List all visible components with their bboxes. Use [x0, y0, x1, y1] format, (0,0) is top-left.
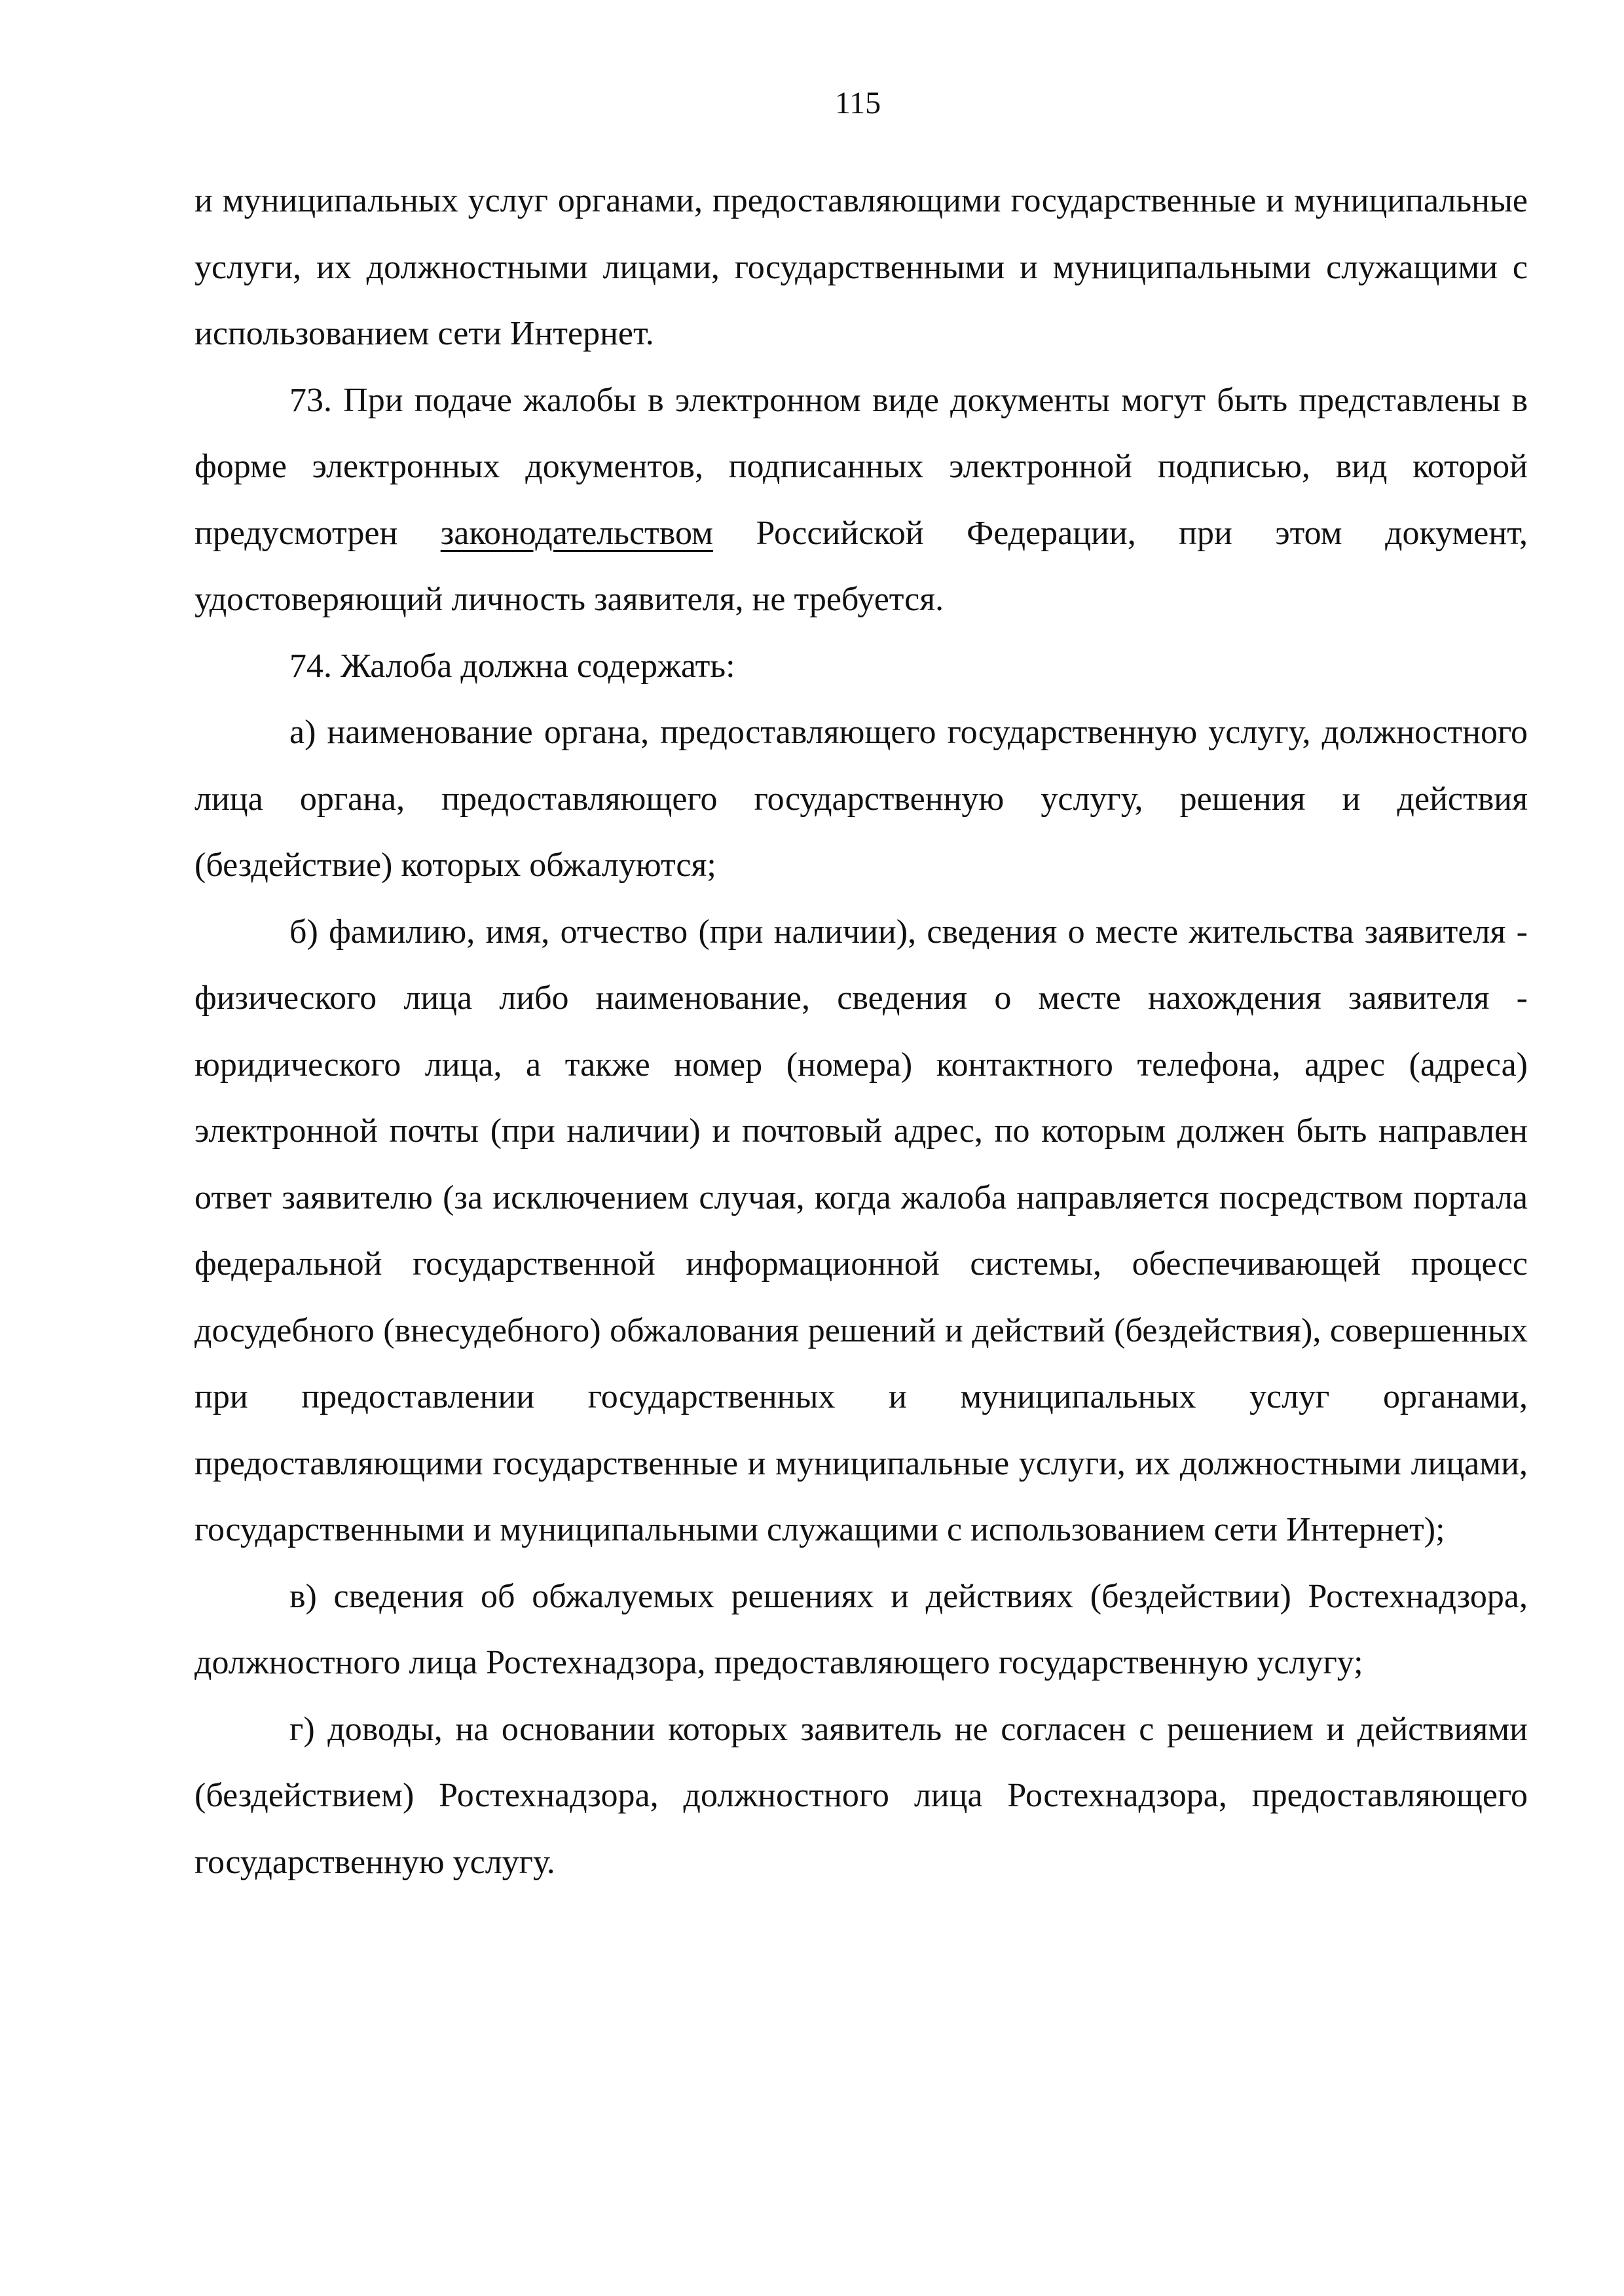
legislation-link[interactable]: законодательством	[440, 514, 713, 552]
paragraph-73-text-start: 73. При подаче жалобы в электронном виде документы могут быть представлены в форме электронных документов, подписанных электронной подписью, вид которой предусмотрен	[194, 381, 1528, 552]
list-item-v: в) сведения об обжалуемых решениях и действиях (бездействии) Ростехнадзора, должностного лица Ростехнадзора, предоставляющего государственную услугу;	[194, 1577, 1528, 1681]
page-number: 115	[834, 86, 881, 120]
list-item-b: б) фамилию, имя, отчество (при наличии), сведения о месте жительства заявителя - физического лица либо наименование, сведения о месте нахождения заявителя - юридического лица, а также номер (номера) контактного телефона, адрес (адреса) электронной почты (при наличии) и почтовый адрес, по которым должен быть направлен ответ заявителю (за исключением случая, когда жалоба направляется посредством портала федеральной государственной информационной системы, обеспечивающей процесс досудебного (внесудебного) обжалования решений и действий (бездействия), совершенных при предоставлении государственных и муниципальных услуг органами, предоставляющими государственные и муниципальные услуги, их должностными лицами, государственными и муниципальными служащими с использованием сети Интернет);	[194, 913, 1528, 1548]
list-item-a: а) наименование органа, предоставляющего государственную услугу, должностного лица органа, предоставляющего государственную услугу, решения и действия (бездействие) которых обжалуются;	[194, 714, 1528, 884]
list-item-g: г) доводы, на основании которых заявитель не согласен с решением и действиями (бездействием) Ростехнадзора, должностного лица Ростехнадзора, предоставляющего государственную услугу.	[194, 1710, 1528, 1881]
paragraph-73-text-end: Российской Федерации, при этом документ, удостоверяющий личность заявителя, не требуется.	[194, 514, 1528, 618]
paragraph-74: 74. Жалоба должна содержать:	[289, 647, 735, 685]
paragraph-73	[194, 367, 1528, 633]
document-body	[194, 168, 1528, 1895]
paragraph-continuation: и муниципальных услуг органами, предоставляющими государственные и муниципальные услуги, их должностными лицами, государственными и муниципальными служащими с использованием сети Интернет.	[194, 182, 1528, 352]
